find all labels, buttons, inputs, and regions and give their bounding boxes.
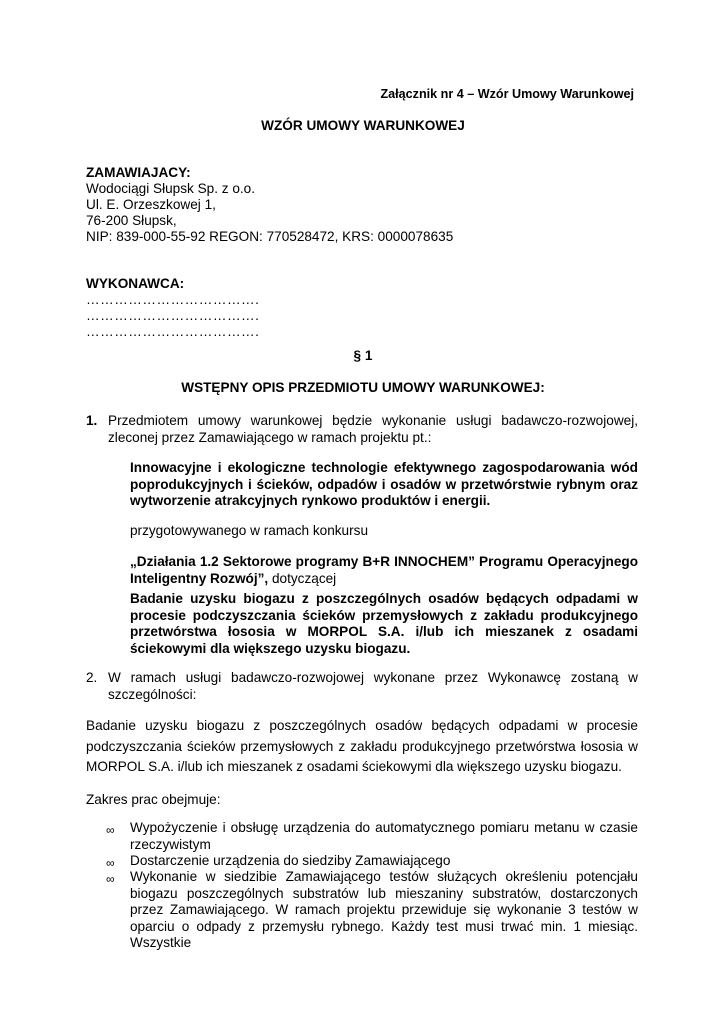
program-name: „Działania 1.2 Sektorowe programy B+R INNOCHEM” Programu Operacyjnego Inteligentny Rozwój”,	[130, 554, 638, 586]
section-heading: WSTĘPNY OPIS PRZEDMIOTU UMOWY WARUNKOWEJ:	[181, 380, 545, 395]
ordering-party-street: Ul. E. Orzeszkowej 1,	[86, 197, 216, 212]
study-title: Badanie uzysku biogazu z poszczególnych osadów będących odpadami w procesie podczyszczania ścieków przemysłowych z zakładu produkcyjnego przetwórstwa łososia w MORPOL S.A. i/lub ich mieszanek z osadami ściekowymi dla większego uzysku biogazu.	[130, 591, 638, 656]
contractor-heading: WYKONAWCA:	[86, 276, 185, 291]
annex-label: Załącznik nr 4 – Wzór Umowy Warunkowej	[380, 87, 634, 101]
infinity-bullet-icon: ∞	[106, 823, 115, 837]
project-title: Innowacyjne i ekologiczne technologie efektywnego zagospodarowania wód poprodukcyjnych i ścieków, odpadów i osadów w przetwórstwie rybnym oraz wytworzenie atrakcyjnych rynkowo produktów i energii.	[130, 460, 638, 509]
scope-item: Wypożyczenie i obsługę urządzenia do automatycznego pomiaru metanu w czasie rzeczywistym	[130, 820, 638, 852]
program-text	[130, 554, 638, 587]
section-symbol: § 1	[353, 348, 373, 363]
study-paragraph: Badanie uzysku biogazu z poszczególnych osadów będących odpadami w procesie podczyszczania ścieków przemysłowych z zakładu produkcyjnego przetwórstwa łososia w MORPOL S.A. i/lub ich mieszanek z osadami ściekowymi dla większego uzysku biogazu.	[86, 718, 638, 775]
item-number: 1.	[86, 413, 98, 428]
ordering-party-heading: ZAMAWIAJACY:	[86, 165, 191, 180]
program-suffix: dotyczącej	[268, 570, 337, 586]
contractor-blank-line: ……………………………….	[86, 308, 260, 323]
contractor-blank-line: ……………………………….	[86, 292, 260, 307]
ordering-party-name: Wodociągi Słupsk Sp. z o.o.	[86, 181, 256, 196]
item2-text: W ramach usługi badawczo-rozwojowej wykonane przez Wykonawcę zostaną w szczególności:	[108, 670, 638, 702]
ordering-party-ids: NIP: 839-000-55-92 REGON: 770528472, KRS: 0000078635	[86, 229, 454, 244]
item-number: 2.	[86, 670, 98, 685]
contractor-blank-line: ……………………………….	[86, 324, 260, 339]
infinity-bullet-icon: ∞	[106, 872, 115, 886]
ordering-party-city: 76-200 Słupsk,	[86, 213, 177, 228]
scope-item: Dostarczenie urządzenia do siedziby Zamawiającego	[130, 853, 451, 868]
scope-item: Wykonanie w siedzibie Zamawiającego testów służących określeniu potencjału biogazu poszczególnych substratów lub mieszaniny substratów, dostarczonych przez Zamawiającego. W ramach projektu przewiduje się wykonanie 3 testów w oparciu o odpady z przemysłu rybnego. Każdy test musi trwać min. 1 miesiąc. Wszystkie	[130, 869, 638, 951]
item1-text: Przedmiotem umowy warunkowej będzie wykonanie usługi badawczo-rozwojowej, zleconej przez Zamawiającego w ramach projektu pt.:	[108, 413, 638, 445]
prepared-text: przygotowywanego w ramach konkursu	[130, 523, 369, 538]
infinity-bullet-icon: ∞	[106, 856, 115, 870]
document-title: WZÓR UMOWY WARUNKOWEJ	[261, 118, 465, 133]
scope-intro: Zakres prac obejmuje:	[86, 792, 221, 807]
